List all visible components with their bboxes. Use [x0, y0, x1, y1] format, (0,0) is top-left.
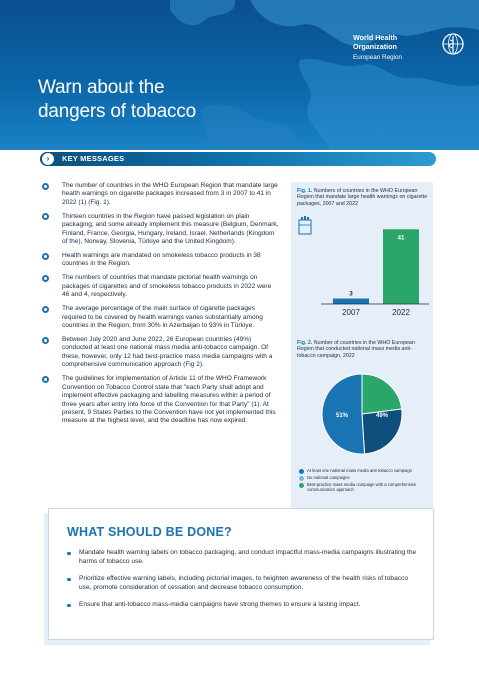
legend-label: No national campaigns: [307, 475, 350, 480]
fig2-legend: [299, 468, 429, 494]
pie-label-0: 51%: [335, 413, 349, 419]
legend-item: [299, 475, 429, 480]
legend-label: Best-practice mass media campaign with a comprehensive communication approach: [307, 482, 417, 492]
fig2-pie-chart: [291, 366, 433, 458]
list-item: [67, 601, 417, 610]
key-messages-label: KEY MESSAGES: [62, 154, 125, 163]
bullet-icon: [67, 604, 71, 608]
list-item: [67, 575, 417, 592]
bullet-icon: [42, 213, 49, 220]
data-label-2022: 41: [397, 235, 405, 242]
fig2-label: Fig. 2.: [297, 340, 313, 346]
fig2-title: [297, 340, 429, 359]
bullet-text: Thirteen countries in the Region have passed legislation on plain packaging, and some already implement this measure (Belgium, Denmark, Finland, France, Georgia, Hungary, Ireland, Israel, Netherlands (Kingdom of the), Norway, Slovenia, Türkiye and the United Kingdom).: [62, 212, 279, 246]
fig2-title-text: Number of countries in the WHO European Region that conducted national mass media anti-tobacco campaign, 2022: [297, 340, 415, 359]
key-messages-bar: [40, 152, 436, 166]
page-title-line1: Warn about the: [38, 77, 165, 98]
list-item: [40, 375, 280, 425]
recommendations-list: [67, 549, 417, 619]
org-name-line2: Organization: [353, 41, 397, 51]
bullet-text: The guidelines for implementation of Article 11 of the WHO Framework Convention on Tobacco Control state that "each Party shall adopt and implement effective packaging and labelling measures within a period of three years after entry into force of the Convention for that Party" (1). At present, 9 States Parties to the Convention have not yet implemented this measure at the highest level, and the deadline has now expired.: [62, 375, 276, 425]
page-title-line2: dangers of tobacco: [38, 101, 197, 122]
recommendations-title: WHAT SHOULD BE DONE?: [67, 525, 232, 539]
list-item: [40, 274, 280, 299]
recommendations-box: [48, 508, 434, 640]
header-banner: [0, 0, 479, 150]
bullet-icon: [42, 376, 49, 383]
bullet-icon: [42, 253, 49, 260]
legend-label: At least one national mass media anti-tobacco campaign: [307, 468, 412, 473]
bullet-icon: [42, 306, 49, 313]
cigarette-1: [301, 217, 303, 220]
bullet-icon: [42, 183, 49, 190]
org-name-line1: World Health: [353, 33, 398, 42]
recommendation-text: Prioritize effective warning labels, including pictorial images, to heighten awareness of the health risks of tobacco use, promote consideration of cessation and decrease tobacco consumption.: [79, 575, 409, 591]
pie-label-1: 49%: [375, 413, 389, 419]
cigarette-2: [304, 216, 306, 220]
fig1-title: [297, 188, 429, 207]
tick-label-2007: 2007: [342, 308, 360, 317]
bullet-icon: [67, 578, 71, 582]
org-name: [353, 34, 433, 51]
figures-panel: [291, 182, 433, 512]
recommendation-text: Mandate health warning labels on tobacco packaging, and conduct impactful mass-media campaigns illustrating the harms of tobacco use.: [79, 549, 417, 565]
data-label-2007: 3: [349, 291, 353, 298]
bullet-text: The average percentage of the main surface of cigarette packages required to be covered by health warnings varies substantially among countries in the Region, from 30% in Azerbaijan to 93% in Türkiye.: [62, 305, 263, 330]
list-item: [40, 252, 280, 269]
bullet-text: The numbers of countries that mandate pictorial health warnings on packages of cigarettes and of smokeless tobacco products in 2022 were 46 and 4, respectively.: [62, 274, 272, 299]
list-item: [40, 336, 280, 370]
legend-item: [299, 482, 429, 492]
cigarette-3: [307, 217, 309, 220]
pie-slice-2: [362, 374, 402, 414]
bullet-icon: [42, 337, 49, 344]
page-title: [38, 76, 258, 124]
recommendation-text: Ensure that anti-tobacco mass-media campaigns have strong themes to ensure a lasting impact.: [79, 601, 361, 609]
who-branding: [325, 32, 465, 72]
bullet-text: Health warnings are mandated on smokeless tobacco products in 38 countries in the Region.: [62, 252, 261, 268]
key-messages-list: [40, 182, 280, 431]
who-emblem-icon: [441, 32, 465, 56]
list-item: [40, 305, 280, 330]
pack-outline: [299, 220, 311, 234]
org-region: European Region: [353, 54, 403, 61]
fig1-bar-chart: [291, 216, 433, 338]
tick-label-2022: 2022: [392, 308, 410, 317]
bullet-icon: [67, 552, 71, 556]
legend-swatch: [299, 476, 304, 481]
list-item: [40, 182, 280, 207]
europe-map-background: [0, 0, 479, 150]
bullet-text: The number of countries in the WHO European Region that mandate large health warnings on cigarette packages increased from 3 in 2007 to 41 in 2022 (1) (Fig. 1).: [62, 182, 278, 206]
chevron-right-icon: ›: [42, 153, 54, 165]
legend-item: [299, 468, 429, 473]
bullet-text: Between July 2020 and June 2022, 26 European countries (49%) conducted at least one national mass media anti-tobacco campaign. Of these, however, only 12 had best-practice mass media campaigns with a comprehensive communication approach (Fig 2).: [62, 336, 273, 369]
legend-swatch: [299, 469, 304, 474]
fig1-label: Fig. 1.: [297, 188, 313, 194]
cigarette-pack-icon: [299, 216, 311, 234]
list-item: [67, 549, 417, 566]
legend-swatch: [299, 483, 304, 488]
list-item: [40, 213, 280, 247]
fig1-title-text: Numbers of countries in the WHO European Region that mandate large health warnings on cigarette packages, 2007 and 2022: [297, 188, 428, 207]
bar-2007: [333, 299, 369, 304]
bullet-icon: [42, 275, 49, 282]
